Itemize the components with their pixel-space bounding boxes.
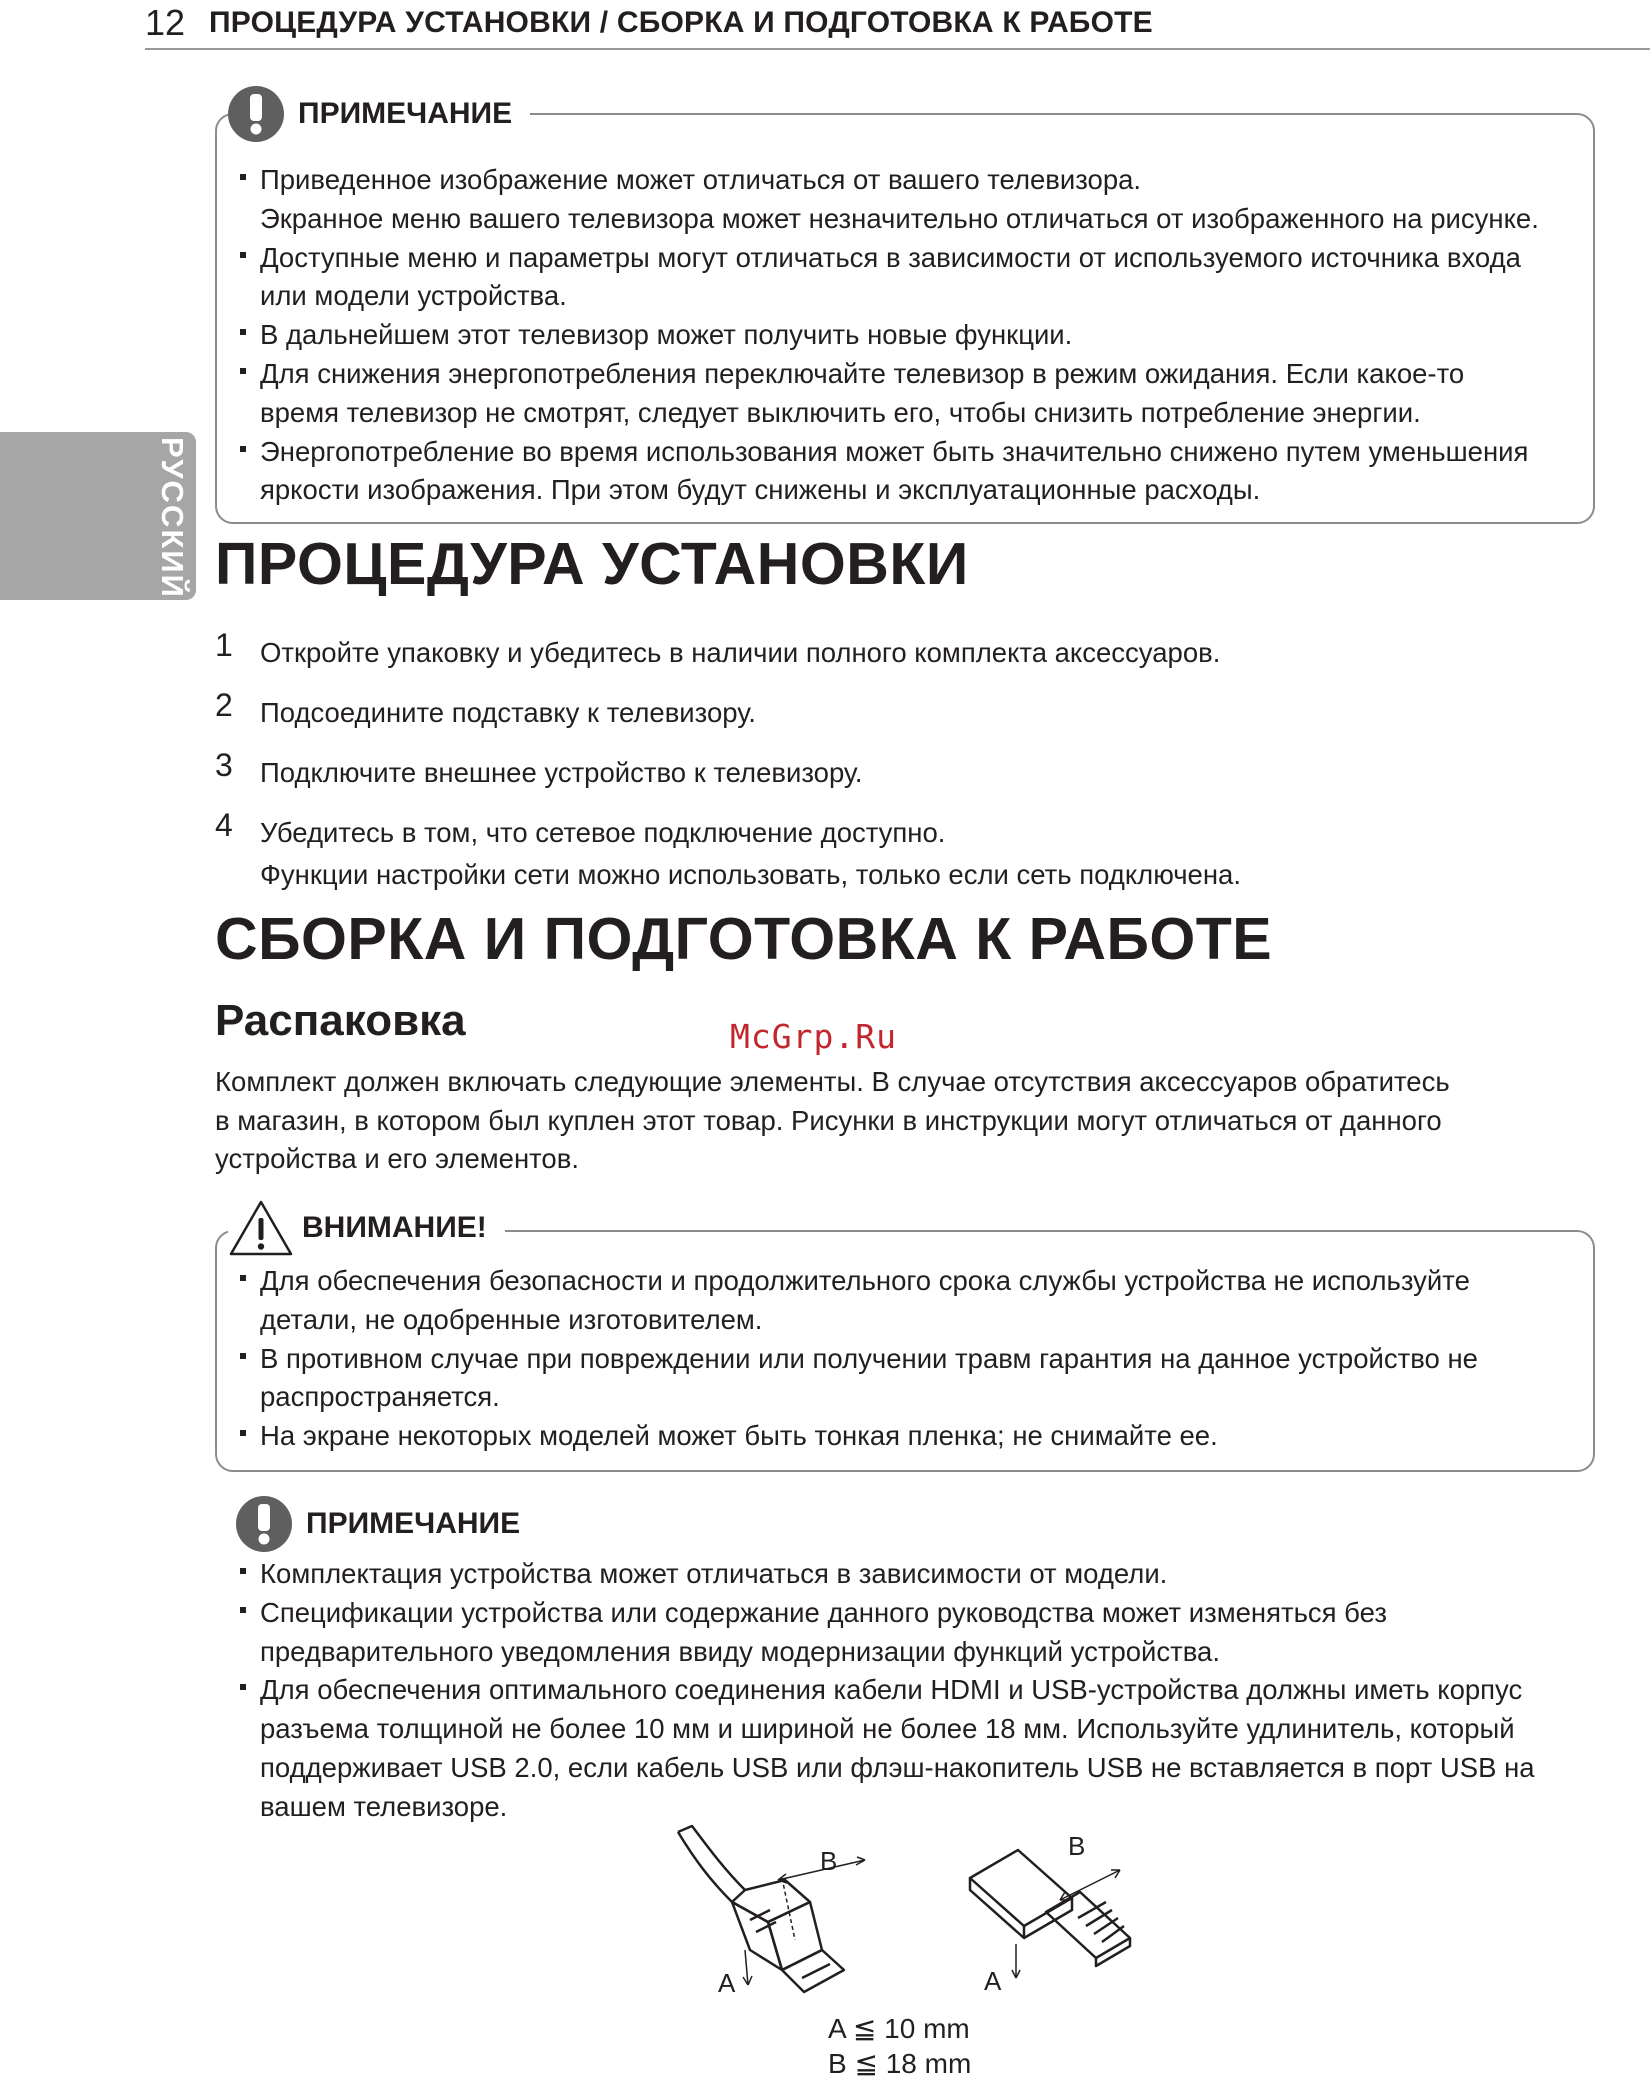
list-item: Спецификации устройства или содержание данного руководства может изменяться без предварительного уведомления ввиду модернизации функций устройства. — [240, 1594, 1535, 1672]
step-text: Подсоедините подставку к телевизору. — [260, 697, 756, 728]
unpacking-title: Распаковка — [215, 996, 466, 1045]
list-item: Комплектация устройства может отличаться в зависимости от модели. — [240, 1555, 1535, 1594]
list-item: В дальнейшем этот телевизор может получить новые функции. — [240, 316, 1539, 355]
step-text-line-2: Функции настройки сети можно использовать, только если сеть подключена. — [260, 859, 1241, 890]
header-title: ПРОЦЕДУРА УСТАНОВКИ / СБОРКА И ПОДГОТОВКА К РАБОТЕ — [209, 6, 1153, 39]
note-box-1-label: ПРИМЕЧАНИЕ — [298, 97, 513, 130]
unpacking-paragraph: Комплект должен включать следующие элементы. В случае отсутствия аксессуаров обратитесь в магазин, в котором был куплен этот товар. Рисунки в инструкции могут отличаться от данного устройства и его элементов. — [215, 1066, 1450, 1174]
dimension-label-b: B — [820, 1846, 838, 1876]
note-box-1-heading — [228, 86, 530, 142]
step-text: Откройте упаковку и убедитесь в наличии полного комплекта аксессуаров. — [260, 637, 1221, 668]
exclamation-icon — [228, 86, 284, 142]
caution-box-heading — [228, 1198, 505, 1258]
step-text: Подключите внешнее устройство к телевизору. — [260, 757, 863, 788]
list-item: Для обеспечения безопасности и продолжительного срока службы устройства не используйте детали, не одобренные изготовителем. — [240, 1262, 1478, 1340]
assembly-section-title: СБОРКА И ПОДГОТОВКА К РАБОТЕ — [215, 906, 1273, 972]
step-number: 4 — [215, 807, 233, 843]
list-item: Для снижения энергопотребления переключайте телевизор в режим ожидания. Если какое-то время телевизор не смотрят, следует выключить его, чтобы снизить потребление энергии. — [240, 355, 1539, 433]
dimension-label-b: B — [1068, 1831, 1086, 1861]
list-item: В противном случае при повреждении или получении травм гарантия на данное устройство не распространяется. — [240, 1340, 1478, 1418]
spec-b: B ≦ 18 mm — [828, 2048, 972, 2079]
install-section-title: ПРОЦЕДУРА УСТАНОВКИ — [215, 531, 969, 597]
step-number: 2 — [215, 687, 233, 723]
note-2-list — [240, 1555, 1535, 1827]
note-box-1-list — [240, 161, 1539, 510]
caution-box-list — [240, 1262, 1478, 1456]
watermark-text: McGrp.Ru — [730, 1017, 897, 1056]
step-text: Убедитесь в том, что сетевое подключение доступно. — [260, 817, 946, 848]
note-2-heading — [236, 1496, 538, 1552]
hdmi-connector-diagram — [670, 1820, 900, 2005]
list-item: Доступные меню и параметры могут отличаться в зависимости от используемого источника входа или модели устройства. — [240, 239, 1539, 317]
warning-triangle-icon — [228, 1198, 294, 1258]
usb-stick-diagram — [960, 1820, 1160, 2000]
exclamation-icon — [236, 1496, 292, 1552]
dimension-label-a: A — [718, 1968, 736, 1998]
language-tab-label: РУССКИЙ — [155, 437, 190, 599]
note-2-label: ПРИМЕЧАНИЕ — [306, 1507, 521, 1540]
page-header — [145, 0, 1650, 50]
caution-box-label: ВНИМАНИЕ! — [302, 1211, 487, 1244]
dimension-label-a: A — [984, 1966, 1002, 1996]
step-number: 3 — [215, 747, 233, 783]
step-number: 1 — [215, 627, 233, 663]
list-item: Для обеспечения оптимального соединения кабели HDMI и USB-устройства должны иметь корпус разъема толщиной не более 10 мм и шириной не более 18 мм. Используйте удлинитель, который поддерживает USB 2.0, если кабель USB или флэш-накопитель USB не вставляется в порт USB на вашем телевизоре. — [240, 1671, 1535, 1826]
list-item: Приведенное изображение может отличаться от вашего телевизора. Экранное меню вашего телевизора может незначительно отличаться от изображенного на рисунке. — [240, 161, 1539, 239]
spec-a: A ≦ 10 mm — [828, 2013, 970, 2044]
list-item: Энергопотребление во время использования может быть значительно снижено путем уменьшения яркости изображения. При этом будут снижены и эксплуатационные расходы. — [240, 433, 1539, 511]
list-item: На экране некоторых моделей может быть тонкая пленка; не снимайте ее. — [240, 1417, 1478, 1456]
page-number: 12 — [145, 2, 186, 43]
